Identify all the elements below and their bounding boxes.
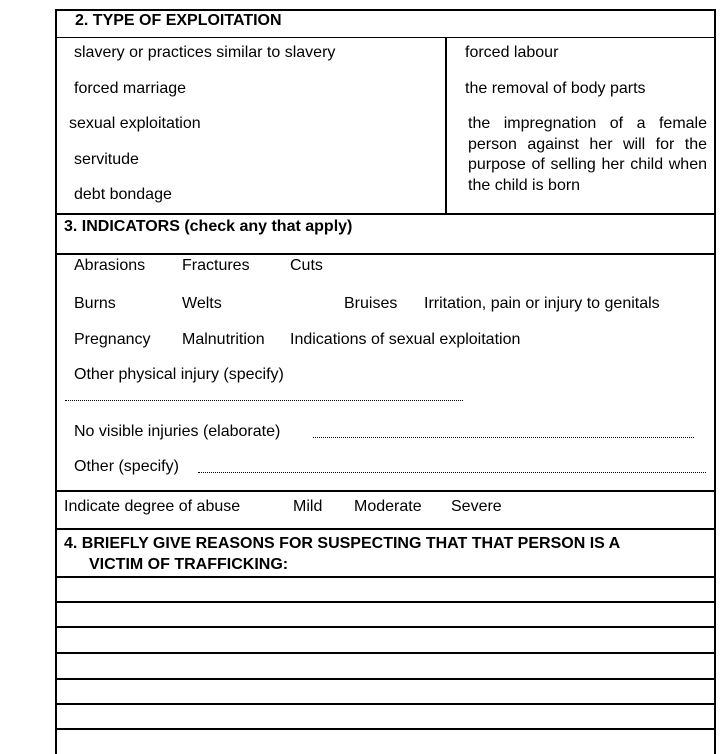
section4-heading-line2: VICTIM OF TRAFFICKING: [89, 556, 289, 573]
indicator-cuts-option[interactable]: Cuts [290, 257, 323, 274]
exploitation-slavery-option[interactable]: slavery or practices similar to slavery [74, 44, 336, 61]
exploitation-impregnation-option[interactable]: the impregnation of a female person against her will for the purpose of selling her child when the child is born [468, 115, 707, 194]
section2-column-divider [445, 37, 447, 214]
degree-moderate-option[interactable]: Moderate [354, 498, 422, 515]
no-visible-injuries-field[interactable] [313, 437, 694, 438]
reasons-answer-area[interactable] [57, 578, 713, 754]
section3-heading-divider [55, 253, 716, 255]
indicator-malnutrition-option[interactable]: Malnutrition [182, 331, 265, 348]
section3-heading: 3. INDICATORS (check any that apply) [64, 218, 353, 235]
exploitation-forced-marriage-option[interactable]: forced marriage [74, 80, 187, 97]
outer-border-right [714, 9, 716, 754]
indicator-genital-injury-option[interactable]: Irritation, pain or injury to genitals [424, 295, 660, 312]
indicator-pregnancy-option[interactable]: Pregnancy [74, 331, 151, 348]
no-visible-injuries-label: No visible injuries (elaborate) [74, 423, 281, 440]
degree-of-abuse-label: Indicate degree of abuse [64, 498, 241, 515]
exploitation-forced-labour-option[interactable]: forced labour [465, 44, 559, 61]
section2-heading-divider [55, 37, 716, 38]
section2-heading: 2. TYPE OF EXPLOITATION [75, 12, 282, 29]
other-physical-injury-field[interactable] [65, 400, 463, 401]
exploitation-body-parts-option[interactable]: the removal of body parts [465, 80, 646, 97]
indicator-abrasions-option[interactable]: Abrasions [74, 257, 146, 274]
section4-top-border [55, 528, 716, 530]
exploitation-sexual-option[interactable]: sexual exploitation [69, 115, 201, 132]
exploitation-debt-bondage-option[interactable]: debt bondage [74, 186, 172, 203]
other-specify-label: Other (specify) [74, 458, 179, 475]
indicator-bruises-option[interactable]: Bruises [344, 295, 398, 312]
other-specify-field[interactable] [198, 472, 706, 473]
indicator-burns-option[interactable]: Burns [74, 295, 116, 312]
other-physical-injury-label: Other physical injury (specify) [74, 366, 284, 383]
section4-heading-line1: 4. BRIEFLY GIVE REASONS FOR SUSPECTING THAT THAT PERSON IS A [64, 535, 621, 552]
indicator-welts-option[interactable]: Welts [182, 295, 222, 312]
degree-severe-option[interactable]: Severe [451, 498, 502, 515]
section3-top-border [55, 213, 716, 215]
degree-mild-option[interactable]: Mild [293, 498, 323, 515]
exploitation-servitude-option[interactable]: servitude [74, 151, 139, 168]
indicator-fractures-option[interactable]: Fractures [182, 257, 250, 274]
degree-row-top-border [55, 490, 716, 492]
indicator-sexual-exploitation-option[interactable]: Indications of sexual exploitation [290, 331, 521, 348]
